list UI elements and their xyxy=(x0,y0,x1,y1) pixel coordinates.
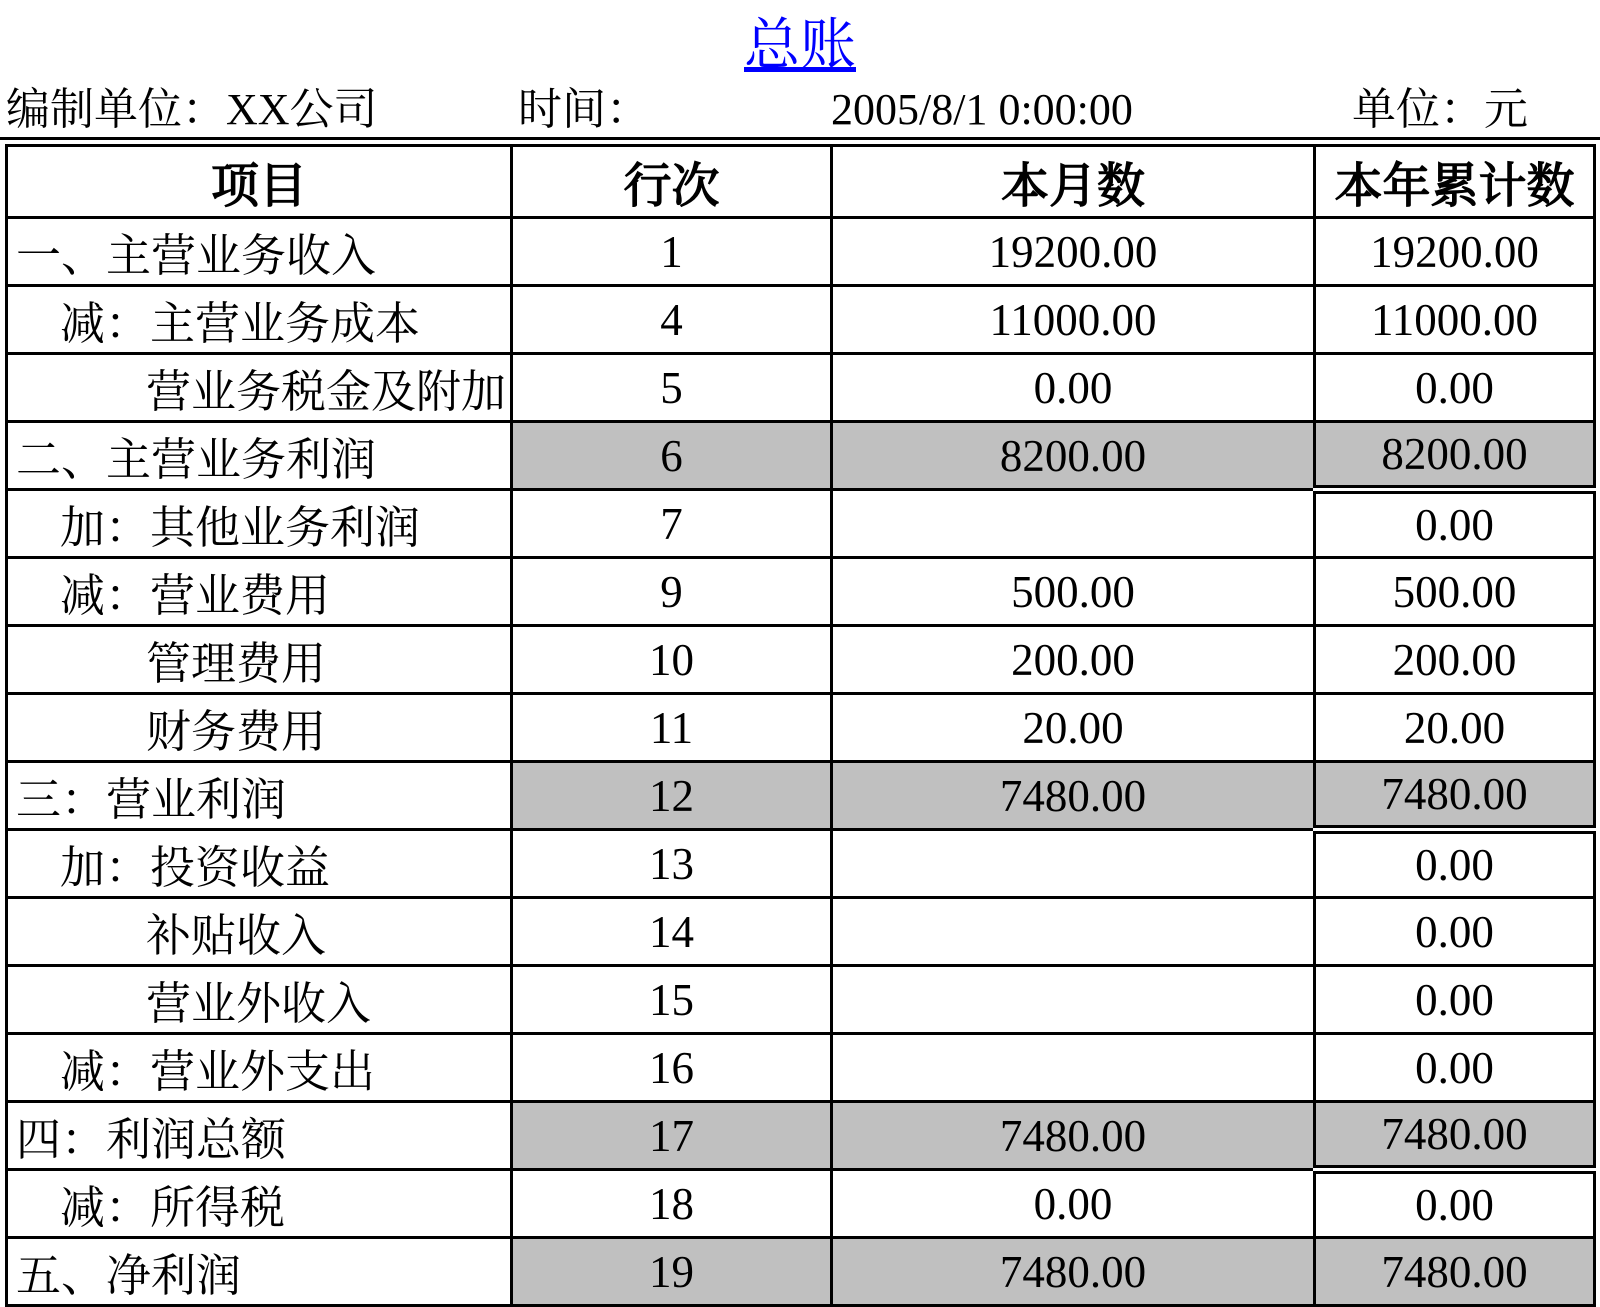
ytd-amount-cell: 0.00 xyxy=(1315,490,1595,558)
line-no-cell: 14 xyxy=(512,898,832,966)
col-header-month: 本月数 xyxy=(832,146,1315,218)
month-amount-cell xyxy=(832,830,1315,898)
item-cell: 加：其他业务利润 xyxy=(7,490,512,558)
month-amount-cell: 0.00 xyxy=(832,354,1315,422)
item-cell: 三：营业利润 xyxy=(7,762,512,830)
item-cell: 营业务税金及附加 xyxy=(7,354,512,422)
time-label: 时间： xyxy=(518,85,650,134)
line-no-cell: 4 xyxy=(512,286,832,354)
item-cell: 四：利润总额 xyxy=(7,1102,512,1170)
month-amount-cell: 500.00 xyxy=(832,558,1315,626)
line-no-cell: 7 xyxy=(512,490,832,558)
table-row xyxy=(7,1102,1595,1170)
month-amount-cell xyxy=(832,966,1315,1034)
month-amount-cell: 8200.00 xyxy=(832,422,1315,490)
prepared-by-label: 编制单位：XX公司 xyxy=(6,85,378,134)
line-no-cell: 6 xyxy=(512,422,832,490)
item-cell: 减：营业费用 xyxy=(7,558,512,626)
line-no-cell: 10 xyxy=(512,626,832,694)
line-no-cell: 19 xyxy=(512,1238,832,1306)
table-row xyxy=(7,354,1595,422)
ytd-amount-cell: 0.00 xyxy=(1315,966,1595,1034)
ytd-amount-cell: 20.00 xyxy=(1315,694,1595,762)
ytd-amount-cell: 0.00 xyxy=(1315,1170,1595,1238)
double-rule-divider xyxy=(0,137,1600,144)
item-cell: 减：主营业务成本 xyxy=(7,286,512,354)
item-cell: 营业外收入 xyxy=(7,966,512,1034)
table-row xyxy=(7,694,1595,762)
ytd-amount-cell: 7480.00 xyxy=(1315,1102,1595,1170)
line-no-cell: 1 xyxy=(512,218,832,286)
item-cell: 财务费用 xyxy=(7,694,512,762)
info-bar xyxy=(0,86,1600,134)
general-ledger-link[interactable]: 总账 xyxy=(744,15,856,77)
table-row xyxy=(7,218,1595,286)
month-amount-cell: 0.00 xyxy=(832,1170,1315,1238)
table-row xyxy=(7,1034,1595,1102)
month-amount-cell xyxy=(832,490,1315,558)
table-row xyxy=(7,558,1595,626)
table-row xyxy=(7,490,1595,558)
table-row xyxy=(7,762,1595,830)
ytd-amount-cell: 7480.00 xyxy=(1315,1238,1595,1306)
item-cell: 五、净利润 xyxy=(7,1238,512,1306)
line-no-cell: 11 xyxy=(512,694,832,762)
table-row xyxy=(7,422,1595,490)
ytd-amount-cell: 0.00 xyxy=(1315,1034,1595,1102)
item-cell: 加：投资收益 xyxy=(7,830,512,898)
ytd-amount-cell: 500.00 xyxy=(1315,558,1595,626)
table-row xyxy=(7,1238,1595,1306)
month-amount-cell: 19200.00 xyxy=(832,218,1315,286)
ytd-amount-cell: 11000.00 xyxy=(1315,286,1595,354)
col-header-ytd: 本年累计数 xyxy=(1315,146,1595,218)
month-amount-cell: 200.00 xyxy=(832,626,1315,694)
line-no-cell: 9 xyxy=(512,558,832,626)
table-row xyxy=(7,830,1595,898)
line-no-cell: 18 xyxy=(512,1170,832,1238)
ytd-amount-cell: 0.00 xyxy=(1315,354,1595,422)
table-row xyxy=(7,1170,1595,1238)
month-amount-cell xyxy=(832,898,1315,966)
time-value: 2005/8/1 0:00:00 xyxy=(831,85,1133,134)
income-statement-table xyxy=(5,144,1596,1307)
line-no-cell: 12 xyxy=(512,762,832,830)
item-cell: 减：所得税 xyxy=(7,1170,512,1238)
col-header-item: 项目 xyxy=(7,146,512,218)
item-cell: 管理费用 xyxy=(7,626,512,694)
item-cell: 一、主营业务收入 xyxy=(7,218,512,286)
month-amount-cell: 11000.00 xyxy=(832,286,1315,354)
table-row xyxy=(7,966,1595,1034)
title-row xyxy=(0,0,1600,86)
month-amount-cell xyxy=(832,1034,1315,1102)
header-row xyxy=(7,146,1595,218)
ytd-amount-cell: 0.00 xyxy=(1315,830,1595,898)
line-no-cell: 17 xyxy=(512,1102,832,1170)
table-body xyxy=(7,218,1595,1306)
ytd-amount-cell: 200.00 xyxy=(1315,626,1595,694)
ytd-amount-cell: 8200.00 xyxy=(1315,422,1595,490)
table-row xyxy=(7,286,1595,354)
month-amount-cell: 7480.00 xyxy=(832,1102,1315,1170)
item-cell: 二、主营业务利润 xyxy=(7,422,512,490)
ytd-amount-cell: 7480.00 xyxy=(1315,762,1595,830)
table-row xyxy=(7,898,1595,966)
item-cell: 补贴收入 xyxy=(7,898,512,966)
ytd-amount-cell: 19200.00 xyxy=(1315,218,1595,286)
currency-unit-label: 单位：元 xyxy=(1352,85,1528,134)
line-no-cell: 15 xyxy=(512,966,832,1034)
item-cell: 减：营业外支出 xyxy=(7,1034,512,1102)
month-amount-cell: 7480.00 xyxy=(832,762,1315,830)
col-header-line-no: 行次 xyxy=(512,146,832,218)
month-amount-cell: 20.00 xyxy=(832,694,1315,762)
month-amount-cell: 7480.00 xyxy=(832,1238,1315,1306)
ytd-amount-cell: 0.00 xyxy=(1315,898,1595,966)
table-row xyxy=(7,626,1595,694)
line-no-cell: 5 xyxy=(512,354,832,422)
line-no-cell: 16 xyxy=(512,1034,832,1102)
line-no-cell: 13 xyxy=(512,830,832,898)
